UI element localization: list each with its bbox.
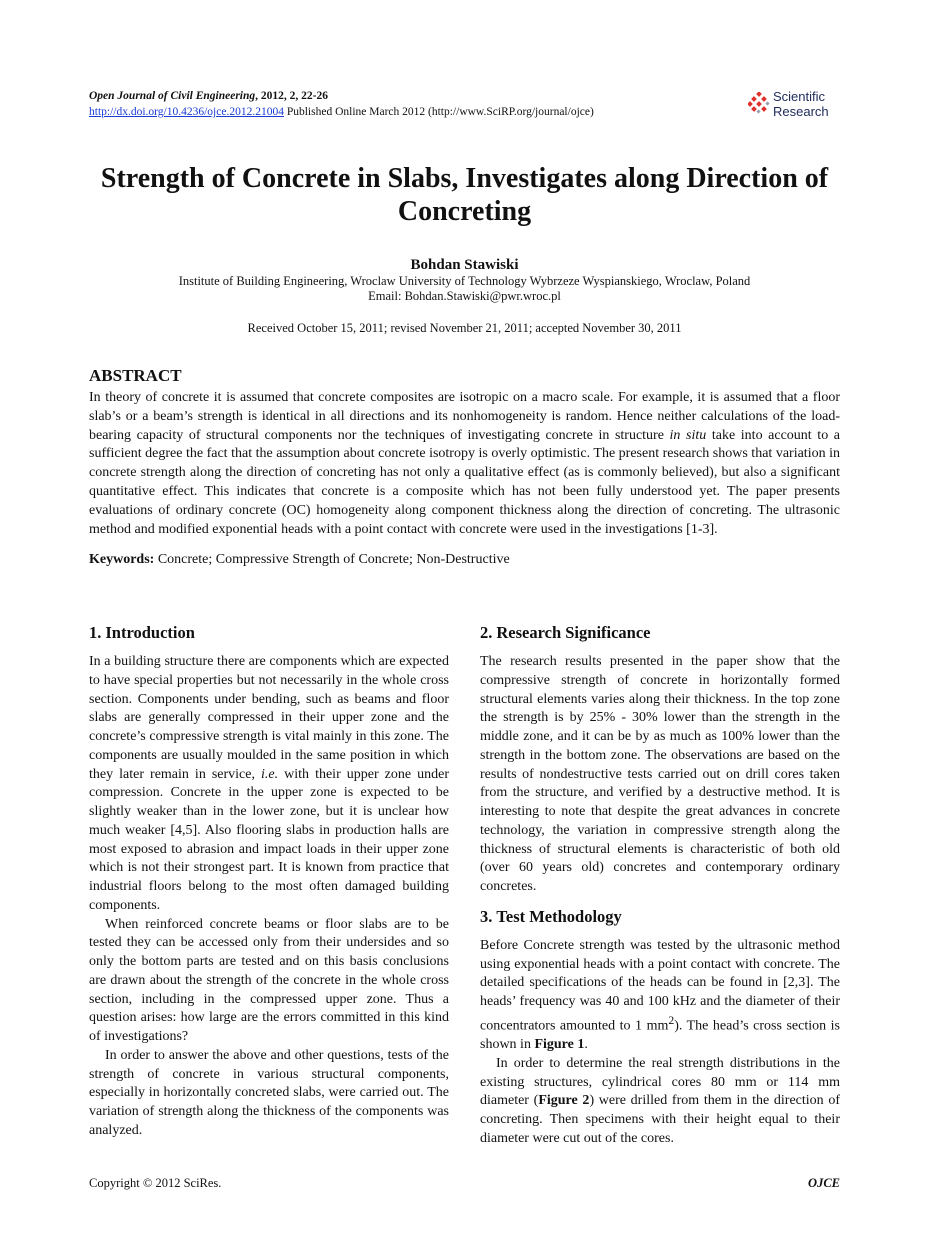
keywords-label: Keywords: <box>89 552 155 568</box>
text-run: In order to determine the real strength distributions in the existing structures, cylindrical cores 80 mm or 114 mm diameter ( <box>480 1055 840 1109</box>
text-run: ). The head’s cross section is shown in <box>480 1018 840 1053</box>
journal-abbreviation: OJCE <box>808 1176 840 1190</box>
methodology-paragraph-1 <box>480 937 840 1055</box>
abstract-italic: in situ <box>669 427 707 443</box>
author-email: Email: Bohdan.Stawiski@pwr.wroc.pl <box>368 289 561 303</box>
abstract-part-2: take into account to a sufficient degree the fact that the assumption about concrete isotropy is overly optimistic. The present research shows that variation in concrete strength along the direction of concreting has not only a qualitative effect (as is commonly believed), but also a significant quantitative effect. This indicates that concrete is a composite which has not been fully understood yet. The paper presents evaluations of ordinary concrete (OC) homogeneity along component thickness along the direction of concreting. The ultrasonic method and modified exponential heads with a point contact with concrete were used in the investigations [1-3]. <box>89 427 841 537</box>
scientific-research-logo <box>748 88 840 122</box>
section-title: Test Methodology <box>496 906 622 926</box>
section-heading-introduction <box>89 623 449 643</box>
logo-text <box>773 89 829 119</box>
journal-header <box>89 88 840 122</box>
author-affiliation: Institute of Building Engineering, Wroclaw University of Technology Wybrzeze Wyspianskiego, Wroclaw, Poland <box>178 274 751 288</box>
methodology-paragraph-2 <box>480 1055 840 1149</box>
abstract-heading: ABSTRACT <box>89 366 182 385</box>
section-heading-test-methodology <box>480 907 840 927</box>
figure-2-reference[interactable]: Figure 2 <box>538 1093 590 1109</box>
abstract-part-1: In theory of concrete it is assumed that concrete composites are isotropic on a macro scale. For example, it is assumed that a floor slab’s or a beam’s strength is identical in all directions and its nonhomogeneity is random. Hence neither calculations of the load-bearing capacity of structural components nor the techniques of investigating concrete in structure <box>89 390 840 443</box>
paper-page <box>89 88 841 1146</box>
published-note: Published Online March 2012 (http://www.SciRP.org/journal/ojce) <box>283 106 594 118</box>
paper-title: Strength of Concrete in Slabs, Investigates along Direction of Concreting <box>100 163 829 227</box>
text-run: with their upper zone under compression. Concrete in the upper zone is expected to be slightly weaker than in the lower zone, but it is unclear how much weaker [4,5]. Also flooring slabs in production halls are most exposed to abrasion and impact loads in their upper zone which is not their strongest part. It is known from practice that industrial floors belong to the most often damaged building components. <box>89 766 449 913</box>
doi-link[interactable]: http://dx.doi.org/10.4236/ojce.2012.21004 <box>89 106 284 118</box>
section-number: 1. <box>89 623 102 642</box>
text-run: ) were drilled from them in the direction of concreting. Then specimens with their height equal to their diameter were cut out of the cores. <box>480 1093 841 1146</box>
significance-paragraph-1: The research results presented in the paper show that the compressive strength of concrete in horizontally formed structural elements varies along their thickness. In the top zone the strength is by 25% - 30% lower than the strength in the middle zone, and it can be by as much as 100% lower than the strength in the bottom zone. The observations are based on the results of nondestructive tests carried out on drill cores taken from the structure, and verified by a destructive method. It is interesting to note that despite the great advances in concrete technology, the variation in compressive strength along the thickness of structural elements is characteristic of both old (over 60 years old) concretes and contemporary ordinary concretes. <box>480 654 840 894</box>
logo-diamonds-icon <box>748 92 770 114</box>
journal-citation <box>89 88 840 104</box>
intro-paragraph-3: In order to answer the above and other questions, tests of the strength of concrete in various structural components, especially in horizontally concreted slabs, were carried out. The variation of strength along the thickness of the components was analyzed. <box>89 1047 449 1138</box>
author-name: Bohdan Stawiski <box>410 257 519 273</box>
journal-name: Open Journal of Civil Engineering <box>89 90 256 102</box>
left-column <box>89 623 449 1141</box>
keywords-text: Concrete; Compressive Strength of Concrete; Non-Destructive <box>154 552 510 568</box>
text-run: In a building structure there are components which are expected to have special properties but not necessarily in the whole cross section. Components under bending, such as beams and floor slabs are generally compressed in their upper zone and the concrete’s compressive strength is vital mainly in this zone. The components are usually moulded in the same position in which they later remain in service, <box>89 654 449 782</box>
section-number: 3. <box>480 906 493 926</box>
section-number: 2. <box>480 623 493 642</box>
logo-line-2: Research <box>773 104 829 119</box>
received-dates: Received October 15, 2011; revised November 21, 2011; accepted November 30, 2011 <box>247 321 682 335</box>
text-run: . <box>584 1037 588 1053</box>
intro-paragraph-2: When reinforced concrete beams or floor slabs are to be tested they can be accessed only from their undersides and so only the bottom parts are tested and on this basis conclusions are drawn about the strength of the concrete in the whole cross section, including in the compressed upper zone. Thus a question arises: how large are the errors committed in this kind of investigations? <box>89 916 449 1044</box>
journal-issue: , 2012, 2, 22-26 <box>255 90 328 102</box>
logo-line-1: Scientific <box>773 89 826 104</box>
keywords <box>89 551 840 570</box>
right-column <box>480 623 840 1149</box>
section-gap <box>480 897 840 907</box>
section-title: Introduction <box>105 623 195 642</box>
intro-paragraph-1 <box>89 653 449 916</box>
superscript: 2 <box>668 1013 675 1027</box>
doi-line <box>89 104 840 120</box>
text-run: Before Concrete strength was tested by the ultrasonic method using exponential heads with a point contact with concrete. The detailed specifications of the heads can be found in [2,3]. The heads’ frequency was 40 and 100 kHz and the diameter of their concentrators amounted to 1 mm <box>480 937 840 1034</box>
abstract-text <box>89 389 840 539</box>
page-footer <box>89 1175 840 1191</box>
italic-run: i.e. <box>261 766 279 782</box>
copyright: Copyright © 2012 SciRes. <box>89 1176 222 1190</box>
section-title: Research Significance <box>496 623 651 642</box>
figure-1-reference[interactable]: Figure 1 <box>534 1037 585 1053</box>
section-heading-research-significance <box>480 623 840 643</box>
